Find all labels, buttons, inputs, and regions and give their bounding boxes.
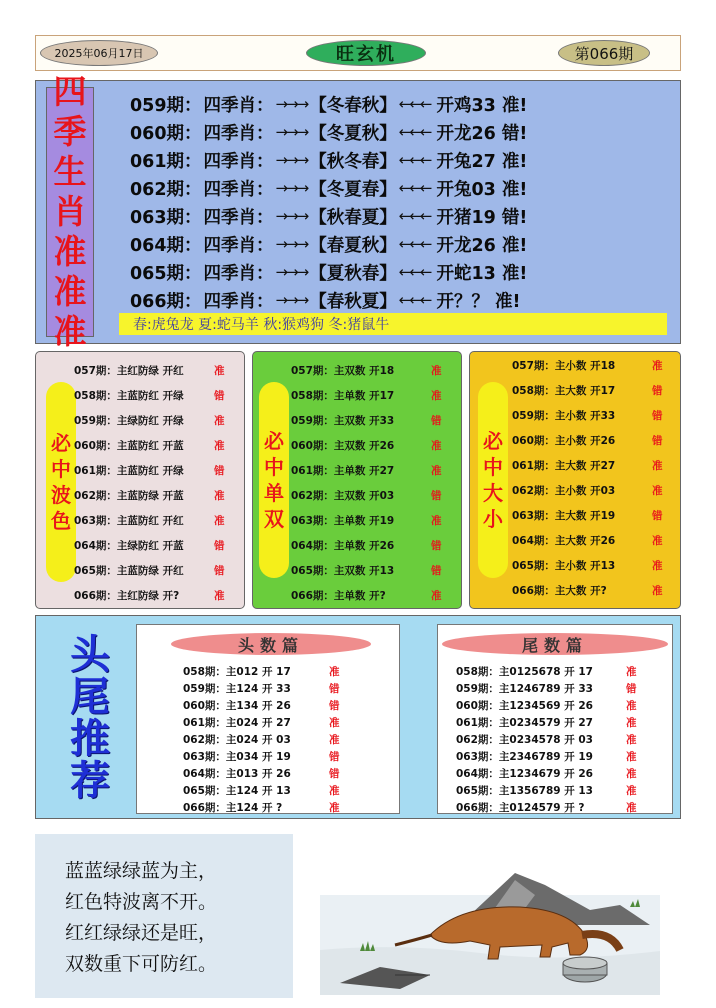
title-char: 单 — [264, 481, 284, 505]
head-number-box — [136, 624, 400, 814]
prediction-text: 064期：主1234679 开 26 — [456, 768, 593, 780]
season-pick: 【春夏秋】 — [309, 235, 397, 256]
prediction-row — [512, 578, 663, 603]
season-row — [130, 118, 670, 146]
prediction-text: 066期：主红防绿 开? — [74, 590, 180, 602]
result-mark: 准 — [329, 666, 340, 678]
prediction-row — [512, 378, 663, 403]
arrow-right-icon: →→→ — [275, 291, 308, 309]
prediction-text: 063期：主蓝防红 开红 — [74, 515, 184, 527]
prediction-row — [512, 478, 663, 503]
prediction-text: 064期：主绿防红 开蓝 — [74, 540, 184, 552]
season-label: 四季肖： — [203, 263, 274, 284]
prediction-text: 065期：主小数 开13 — [512, 560, 616, 572]
period-label: 065期： — [130, 263, 202, 284]
arrow-left-icon: ←←← — [398, 95, 431, 113]
prediction-row — [512, 403, 663, 428]
prediction-row — [74, 483, 225, 508]
season-result: 开鸡33 准! — [436, 95, 528, 116]
result-mark: 准 — [214, 365, 225, 377]
prediction-row — [512, 503, 663, 528]
anteater-illustration-svg — [320, 855, 660, 995]
result-mark: 错 — [329, 683, 340, 695]
prediction-text: 062期：主双数 开03 — [291, 490, 395, 502]
prediction-text: 059期：主绿防红 开绿 — [74, 415, 184, 427]
prediction-row — [74, 558, 225, 583]
title-char: 准 — [53, 272, 87, 311]
four-seasons-title — [46, 72, 94, 351]
prediction-text: 061期：主024 开 27 — [183, 717, 291, 729]
result-mark: 准 — [329, 785, 340, 797]
season-label: 四季肖： — [203, 207, 274, 228]
season-label: 四季肖： — [203, 235, 274, 256]
poem-line: 蓝蓝绿绿蓝为主， — [65, 860, 218, 882]
result-mark: 准 — [214, 415, 225, 427]
prediction-text: 065期：主1356789 开 13 — [456, 785, 593, 797]
prediction-text: 059期：主小数 开33 — [512, 410, 616, 422]
arrow-left-icon: ←←← — [398, 151, 431, 169]
prediction-row — [74, 358, 225, 383]
result-mark: 错 — [652, 435, 663, 447]
prediction-text: 057期：主双数 开18 — [291, 365, 395, 377]
season-label: 四季肖： — [203, 291, 274, 312]
prediction-row — [183, 697, 340, 714]
prediction-text: 058期：主大数 开17 — [512, 385, 616, 397]
period-label: 059期： — [130, 95, 202, 116]
season-result: 开猪19 错! — [436, 207, 528, 228]
tail-number-list — [456, 663, 637, 816]
title-char: 四 — [53, 72, 87, 111]
prediction-row — [512, 453, 663, 478]
prediction-text: 065期：主124 开 13 — [183, 785, 291, 797]
season-row — [130, 146, 670, 174]
prediction-text: 060期：主双数 开26 — [291, 440, 395, 452]
prediction-text: 060期：主蓝防红 开蓝 — [74, 440, 184, 452]
title-char: 中 — [483, 455, 503, 479]
prediction-text: 059期：主1246789 开 33 — [456, 683, 593, 695]
season-result: 开龙26 错! — [436, 123, 528, 144]
result-mark: 准 — [431, 365, 442, 377]
prediction-row — [74, 458, 225, 483]
prediction-text: 061期：主蓝防红 开绿 — [74, 465, 184, 477]
season-result: 开？？ 准! — [436, 291, 521, 312]
result-mark: 准 — [652, 360, 663, 372]
result-mark: 错 — [214, 390, 225, 402]
arrow-right-icon: →→→ — [275, 123, 308, 141]
result-mark: 准 — [214, 590, 225, 602]
prediction-text: 060期：主134 开 26 — [183, 700, 291, 712]
prediction-text: 065期：主双数 开13 — [291, 565, 395, 577]
prediction-text: 066期：主单数 开? — [291, 590, 386, 602]
arrow-left-icon: ←←← — [398, 291, 431, 309]
prediction-text: 061期：主大数 开27 — [512, 460, 616, 472]
prediction-text: 063期：主034 开 19 — [183, 751, 291, 763]
big-small-list — [512, 353, 663, 603]
poem-line: 双数重下可防红。 — [65, 953, 218, 975]
result-mark: 准 — [626, 734, 637, 746]
period-label: 064期： — [130, 235, 202, 256]
result-mark: 准 — [431, 590, 442, 602]
prediction-row — [512, 428, 663, 453]
prediction-text: 065期：主蓝防绿 开红 — [74, 565, 184, 577]
arrow-left-icon: ←←← — [398, 179, 431, 197]
title-char: 必 — [264, 429, 284, 453]
prediction-row — [456, 782, 637, 799]
poem-box — [35, 834, 293, 998]
season-row — [130, 202, 670, 230]
result-mark: 准 — [431, 515, 442, 527]
prediction-text: 058期：主蓝防红 开绿 — [74, 390, 184, 402]
poem-line: 红色特波离不开。 — [65, 891, 218, 913]
result-mark: 错 — [329, 751, 340, 763]
season-row — [130, 286, 670, 314]
prediction-row — [456, 697, 637, 714]
issue-badge: 第066期 — [558, 40, 650, 66]
odd-even-list — [291, 358, 442, 608]
prediction-text: 058期：主012 开 17 — [183, 666, 291, 678]
season-row — [130, 258, 670, 286]
result-mark: 错 — [214, 540, 225, 552]
prediction-row — [183, 731, 340, 748]
season-label: 四季肖： — [203, 151, 274, 172]
prediction-text: 066期：主124 开 ? — [183, 802, 283, 814]
big-small-title — [478, 382, 508, 578]
season-pick: 【夏秋春】 — [309, 263, 397, 284]
arrow-left-icon: ←←← — [398, 235, 431, 253]
prediction-text: 063期：主2346789 开 19 — [456, 751, 593, 763]
result-mark: 错 — [329, 700, 340, 712]
arrow-left-icon: ←←← — [398, 263, 431, 281]
prediction-row — [74, 433, 225, 458]
wave-color-title — [46, 382, 76, 582]
result-mark: 错 — [652, 410, 663, 422]
odd-even-title — [259, 382, 289, 578]
title-char: 波 — [51, 483, 71, 507]
result-mark: 错 — [431, 490, 442, 502]
result-mark: 准 — [214, 440, 225, 452]
season-row — [130, 90, 670, 118]
result-mark: 准 — [214, 515, 225, 527]
title-char: 色 — [51, 509, 71, 533]
prediction-row — [456, 731, 637, 748]
title-char: 推 — [70, 715, 110, 762]
season-row — [130, 174, 670, 202]
result-mark: 准 — [652, 585, 663, 597]
prediction-row — [183, 782, 340, 799]
prediction-text: 064期：主013 开 26 — [183, 768, 291, 780]
result-mark: 准 — [626, 666, 637, 678]
season-pick: 【冬春秋】 — [309, 95, 397, 116]
date-badge: 2025年06月17日 — [40, 40, 158, 66]
prediction-text: 062期：主小数 开03 — [512, 485, 616, 497]
result-mark: 准 — [329, 734, 340, 746]
arrow-left-icon: ←←← — [398, 207, 431, 225]
prediction-row — [456, 680, 637, 697]
prediction-row — [291, 358, 442, 383]
prediction-row — [291, 433, 442, 458]
season-result: 开蛇13 准! — [436, 263, 528, 284]
prediction-text: 057期：主红防绿 开红 — [74, 365, 184, 377]
result-mark: 准 — [626, 751, 637, 763]
prediction-row — [74, 408, 225, 433]
four-seasons-list — [130, 90, 670, 314]
prediction-text: 064期：主大数 开26 — [512, 535, 616, 547]
result-mark: 错 — [431, 415, 442, 427]
prediction-row — [183, 748, 340, 765]
odd-even-panel — [252, 351, 462, 609]
result-mark: 准 — [329, 802, 340, 814]
prediction-row — [183, 714, 340, 731]
period-label: 066期： — [130, 291, 202, 312]
header-bar — [35, 35, 681, 71]
prediction-text: 060期：主1234569 开 26 — [456, 700, 593, 712]
tail-number-title: 尾数篇 — [442, 633, 668, 655]
prediction-row — [74, 383, 225, 408]
title-char: 双 — [264, 507, 284, 531]
season-label: 四季肖： — [203, 179, 274, 200]
period-label: 061期： — [130, 151, 202, 172]
wave-color-panel — [35, 351, 245, 609]
result-mark: 准 — [626, 802, 637, 814]
title-char: 中 — [51, 457, 71, 481]
title-char: 必 — [51, 431, 71, 455]
result-mark: 准 — [626, 785, 637, 797]
arrow-right-icon: →→→ — [275, 263, 308, 281]
prediction-text: 063期：主单数 开19 — [291, 515, 395, 527]
title-char: 荐 — [70, 757, 110, 804]
period-label: 060期： — [130, 123, 202, 144]
prediction-text: 062期：主024 开 03 — [183, 734, 291, 746]
result-mark: 准 — [626, 700, 637, 712]
head-number-list — [183, 663, 340, 816]
season-pick: 【秋冬春】 — [309, 151, 397, 172]
arrow-right-icon: →→→ — [275, 151, 308, 169]
result-mark: 错 — [431, 565, 442, 577]
arrow-right-icon: →→→ — [275, 207, 308, 225]
result-mark: 错 — [214, 565, 225, 577]
season-label: 四季肖： — [203, 123, 274, 144]
season-pick: 【秋春夏】 — [309, 207, 397, 228]
period-label: 063期： — [130, 207, 202, 228]
four-seasons-section — [35, 72, 681, 351]
prediction-row — [291, 583, 442, 608]
season-result: 开龙26 准! — [436, 235, 528, 256]
prediction-row — [74, 583, 225, 608]
title-char: 季 — [53, 112, 87, 151]
prediction-text: 064期：主单数 开26 — [291, 540, 395, 552]
prediction-text: 058期：主0125678 开 17 — [456, 666, 593, 678]
prediction-row — [456, 799, 637, 816]
result-mark: 准 — [214, 490, 225, 502]
prediction-text: 066期：主0124579 开 ? — [456, 802, 585, 814]
prediction-row — [291, 458, 442, 483]
prediction-row — [291, 508, 442, 533]
wave-color-list — [74, 358, 225, 608]
prediction-text: 061期：主0234579 开 27 — [456, 717, 593, 729]
big-small-panel — [469, 351, 681, 609]
result-mark: 准 — [652, 485, 663, 497]
period-label: 062期： — [130, 179, 202, 200]
result-mark: 准 — [626, 768, 637, 780]
prediction-row — [183, 765, 340, 782]
prediction-text: 060期：主小数 开26 — [512, 435, 616, 447]
prediction-row — [512, 528, 663, 553]
head-tail-title — [50, 631, 130, 804]
title-char: 小 — [483, 507, 503, 531]
result-mark: 准 — [431, 440, 442, 452]
prediction-text: 062期：主蓝防绿 开蓝 — [74, 490, 184, 502]
head-tail-section — [35, 615, 681, 819]
title-char: 准 — [53, 312, 87, 351]
prediction-row — [512, 553, 663, 578]
season-legend: 春:虎兔龙 夏:蛇马羊 秋:猴鸡狗 冬:猪鼠牛 — [119, 313, 667, 335]
prediction-row — [183, 680, 340, 697]
prediction-row — [291, 483, 442, 508]
prediction-row — [291, 558, 442, 583]
result-mark: 准 — [431, 465, 442, 477]
prediction-row — [183, 799, 340, 816]
title-char: 尾 — [70, 673, 110, 720]
season-pick: 【春秋夏】 — [309, 291, 397, 312]
prediction-row — [456, 748, 637, 765]
prediction-row — [74, 508, 225, 533]
prediction-row — [456, 765, 637, 782]
title-char: 生 — [53, 152, 87, 191]
arrow-left-icon: ←←← — [398, 123, 431, 141]
prediction-text: 063期：主大数 开19 — [512, 510, 616, 522]
prediction-row — [456, 663, 637, 680]
prediction-text: 061期：主单数 开27 — [291, 465, 395, 477]
arrow-right-icon: →→→ — [275, 235, 308, 253]
prediction-text: 059期：主双数 开33 — [291, 415, 395, 427]
season-pick: 【冬夏秋】 — [309, 123, 397, 144]
tail-number-box — [437, 624, 673, 814]
title-char: 肖 — [53, 192, 87, 231]
head-number-title: 头数篇 — [171, 633, 371, 655]
result-mark: 准 — [652, 460, 663, 472]
poem-line: 红红绿绿还是旺， — [65, 922, 218, 944]
prediction-row — [456, 714, 637, 731]
result-mark: 错 — [214, 465, 225, 477]
page-title: 旺玄机 — [306, 40, 426, 66]
result-mark: 准 — [652, 535, 663, 547]
result-mark: 错 — [652, 385, 663, 397]
result-mark: 错 — [652, 510, 663, 522]
title-char: 头 — [70, 631, 110, 678]
result-mark: 准 — [626, 717, 637, 729]
prediction-text: 059期：主124 开 33 — [183, 683, 291, 695]
anteater-illustration — [320, 855, 660, 995]
prediction-row — [512, 353, 663, 378]
prediction-row — [291, 533, 442, 558]
title-char: 准 — [53, 232, 87, 271]
prediction-text: 058期：主单数 开17 — [291, 390, 395, 402]
prediction-row — [74, 533, 225, 558]
season-row — [130, 230, 670, 258]
prediction-row — [291, 383, 442, 408]
arrow-right-icon: →→→ — [275, 95, 308, 113]
result-mark: 准 — [329, 717, 340, 729]
prediction-row — [291, 408, 442, 433]
title-char: 中 — [264, 455, 284, 479]
arrow-right-icon: →→→ — [275, 179, 308, 197]
season-pick: 【冬夏春】 — [309, 179, 397, 200]
prediction-text: 062期：主0234578 开 03 — [456, 734, 593, 746]
result-mark: 错 — [329, 768, 340, 780]
season-label: 四季肖： — [203, 95, 274, 116]
prediction-text: 066期：主大数 开? — [512, 585, 607, 597]
result-mark: 准 — [652, 560, 663, 572]
result-mark: 错 — [626, 683, 637, 695]
season-result: 开兔27 准! — [436, 151, 528, 172]
title-char: 必 — [483, 429, 503, 453]
title-char: 大 — [483, 481, 503, 505]
result-mark: 错 — [431, 540, 442, 552]
season-result: 开兔03 准! — [436, 179, 528, 200]
result-mark: 准 — [431, 390, 442, 402]
prediction-row — [183, 663, 340, 680]
prediction-text: 057期：主小数 开18 — [512, 360, 616, 372]
